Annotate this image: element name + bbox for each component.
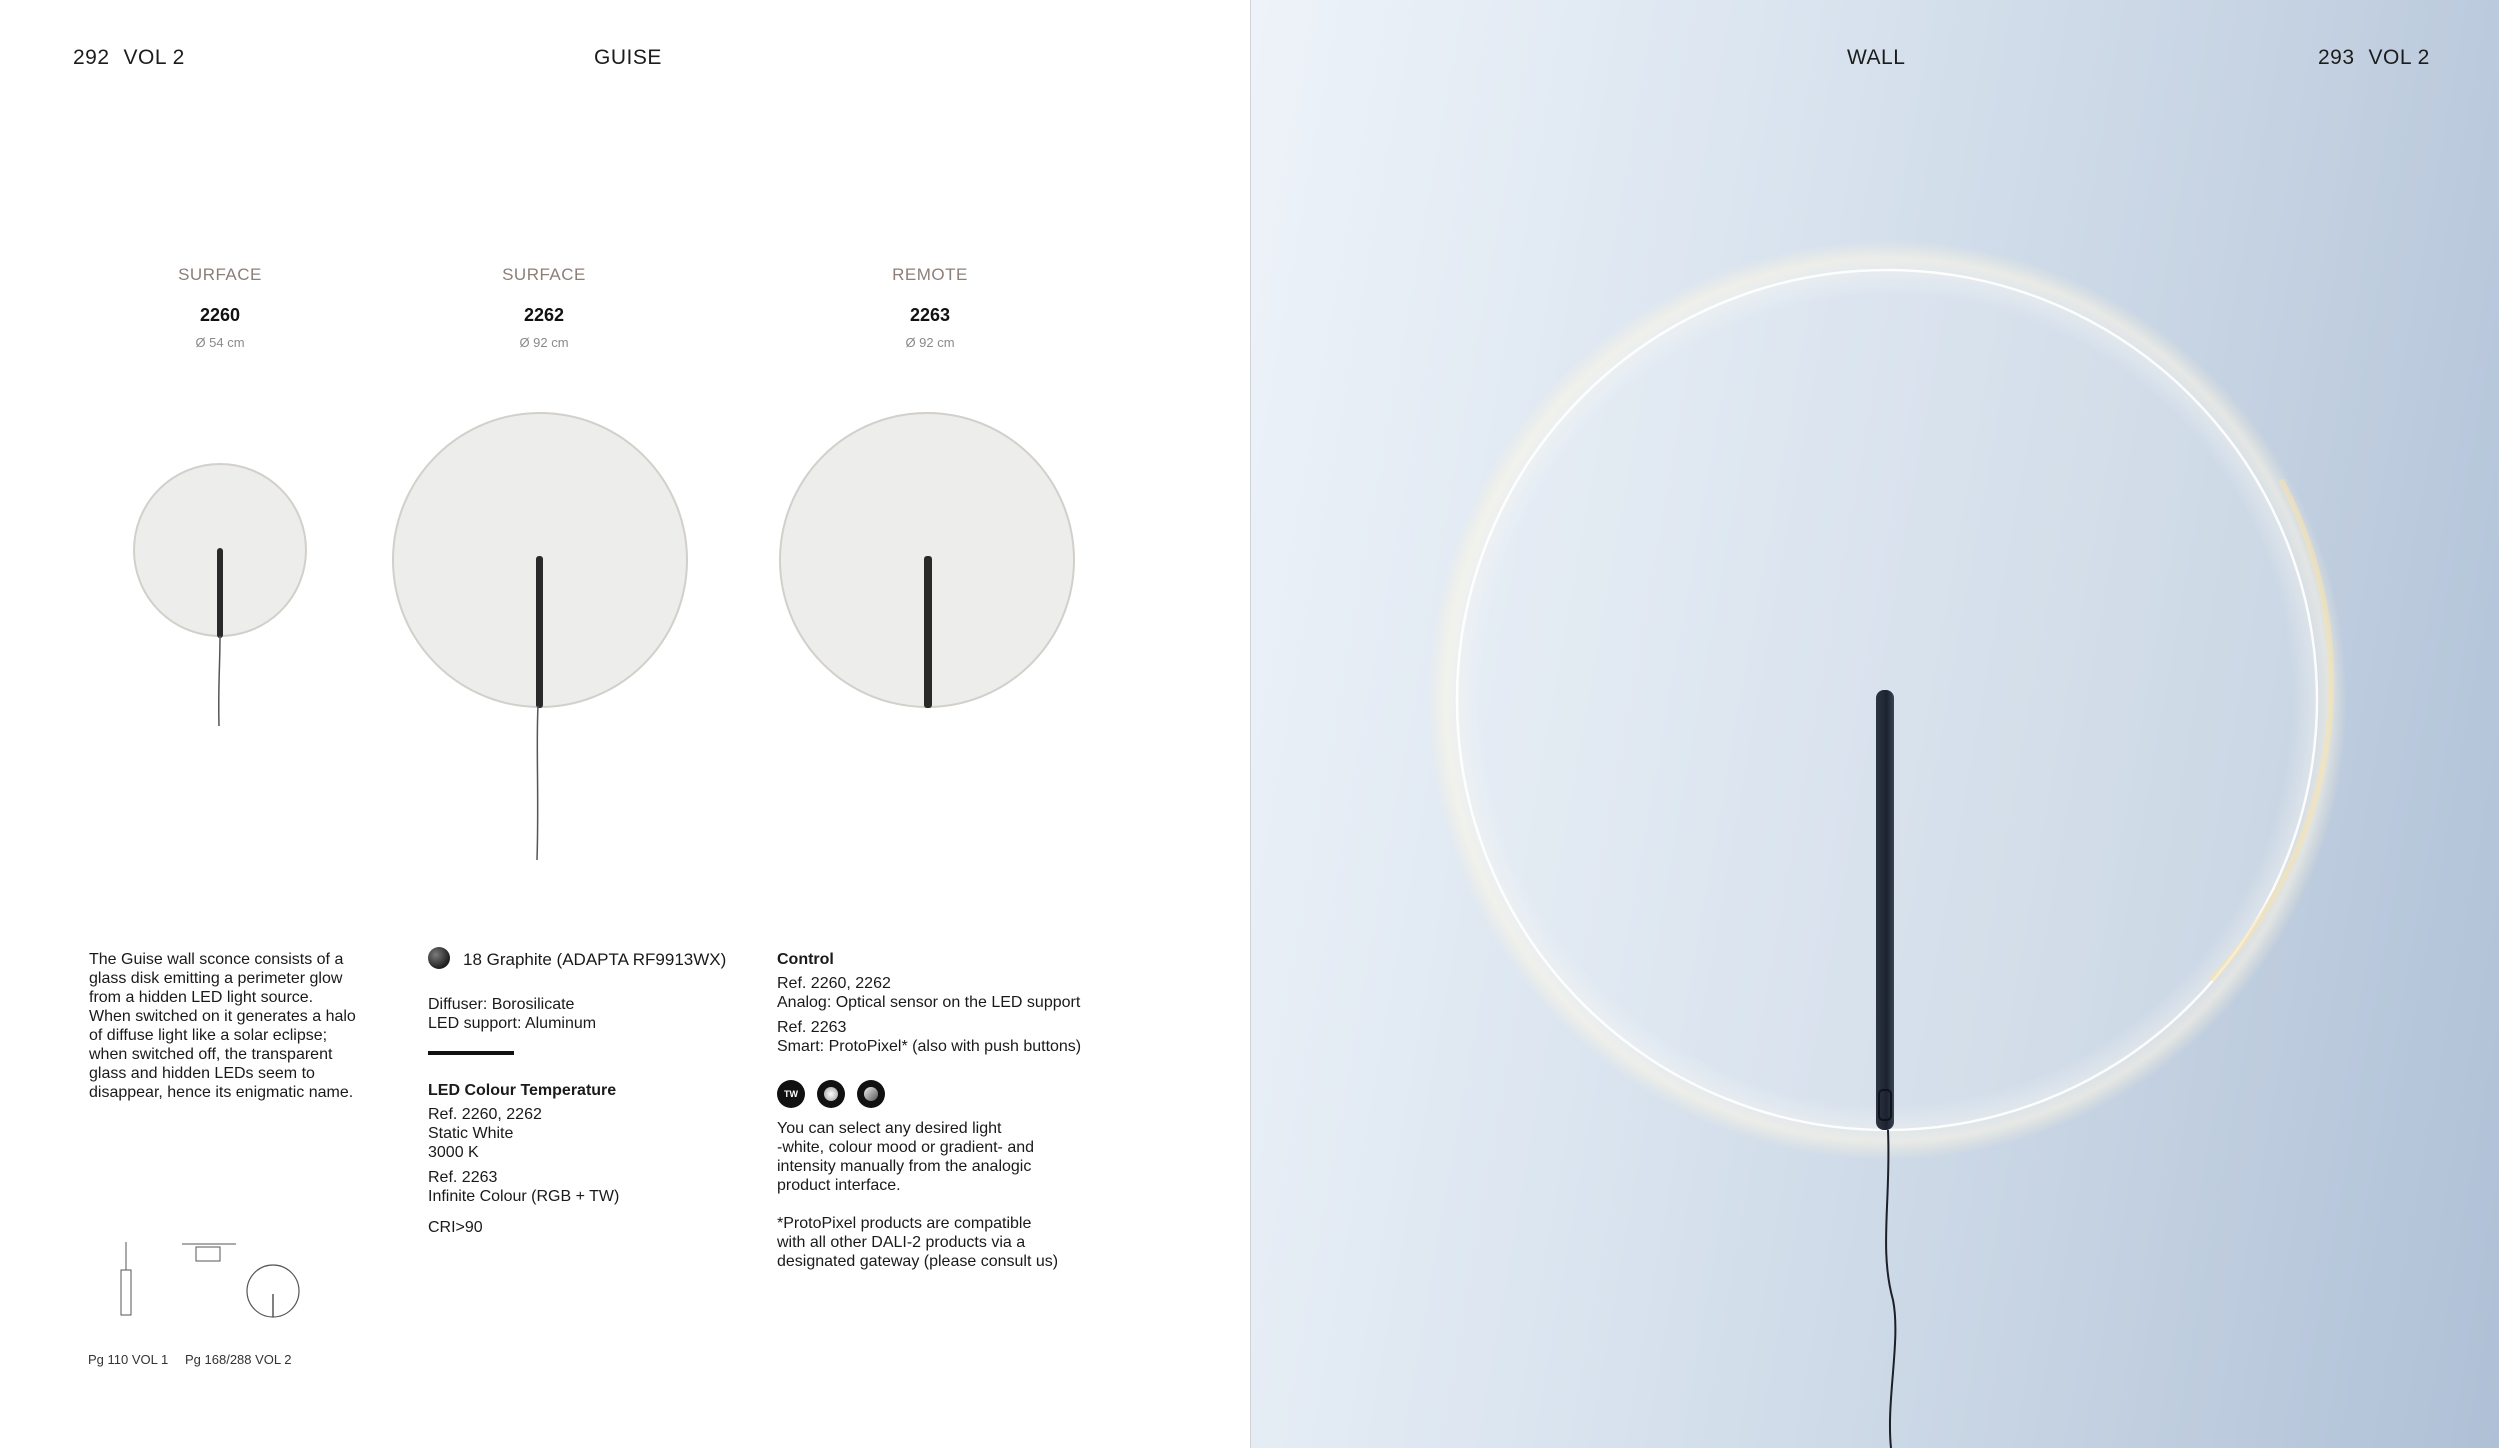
- description-line: When switched on it generates a halo: [89, 1008, 356, 1025]
- led-colour-line: Ref. 2260, 2262: [428, 1106, 542, 1123]
- note-line: designated gateway (please consult us): [777, 1253, 1059, 1270]
- description-line: from a hidden LED light source.: [89, 989, 314, 1006]
- led-colour-line: 3000 K: [428, 1144, 479, 1161]
- page-number: 292: [73, 46, 110, 69]
- led-support-bar: [217, 548, 223, 638]
- colour-mood-icon: [817, 1080, 845, 1108]
- cri-value: CRI>90: [428, 1219, 483, 1236]
- wall-icon: [243, 1262, 303, 1322]
- variant-diameter: Ø 92 cm: [519, 335, 569, 350]
- variant-type: REMOTE: [892, 265, 968, 284]
- led-support-bar: [924, 556, 932, 708]
- led-colour-line: Static White: [428, 1125, 514, 1142]
- control-section: [777, 950, 1137, 1056]
- note-line: intensity manually from the analogic: [777, 1158, 1032, 1175]
- power-cable: [1886, 1130, 1895, 1448]
- page-number: 293: [2318, 46, 2355, 69]
- section-title: GUISE: [594, 46, 662, 69]
- graphite-finish-swatch: [428, 947, 450, 969]
- cross-reference-vol2: Pg 168/288 VOL 2: [185, 1352, 292, 1367]
- description-line: The Guise wall sconce consists of a: [89, 951, 344, 968]
- gradient-icon: [857, 1080, 885, 1108]
- control-line: Ref. 2260, 2262: [777, 975, 891, 992]
- power-cable: [210, 636, 230, 728]
- variant-type: SURFACE: [502, 265, 586, 284]
- finish-label: 18 Graphite (ADAPTA RF9913WX): [463, 950, 727, 969]
- product-description: [89, 950, 389, 1102]
- variant-2263: [830, 265, 1030, 350]
- control-heading: Control: [777, 951, 834, 968]
- pendant-icon: [114, 1240, 138, 1320]
- led-support-material: LED support: Aluminum: [428, 1015, 597, 1032]
- control-note: [777, 1119, 1137, 1271]
- led-colour-line: Ref. 2263: [428, 1169, 498, 1186]
- control-line: Smart: ProtoPixel* (also with push buttons): [777, 1038, 1082, 1055]
- led-colour-section: [428, 1081, 619, 1237]
- note-line: with all other DALI-2 products via a: [777, 1234, 1026, 1251]
- variant-2260: [120, 265, 320, 350]
- volume-label: VOL 2: [123, 46, 185, 69]
- materials: [428, 995, 596, 1033]
- volume-label: VOL 2: [2368, 46, 2430, 69]
- led-colour-line: Infinite Colour (RGB + TW): [428, 1188, 620, 1205]
- control-line: Ref. 2263: [777, 1019, 847, 1036]
- note-line: You can select any desired light: [777, 1120, 1002, 1137]
- variant-diameter: Ø 92 cm: [905, 335, 955, 350]
- note-line: product interface.: [777, 1177, 901, 1194]
- description-line: of diffuse light like a solar eclipse;: [89, 1027, 328, 1044]
- tw-icon: TW: [777, 1080, 805, 1108]
- variant-ref: 2260: [199, 305, 241, 325]
- description-line: when switched off, the transparent: [89, 1046, 333, 1063]
- variant-ref: 2262: [523, 305, 565, 325]
- description-line: glass and hidden LEDs seem to: [89, 1065, 315, 1082]
- led-colour-heading: LED Colour Temperature: [428, 1082, 617, 1099]
- description-line: glass disk emitting a perimeter glow: [89, 970, 343, 987]
- right-page-photo: [1251, 0, 2499, 1448]
- description-line: disappear, hence its enigmatic name.: [89, 1084, 354, 1101]
- left-page-number: [73, 46, 185, 70]
- variant-type: SURFACE: [178, 265, 262, 284]
- led-support-bar: [536, 556, 543, 708]
- variant-diameter: Ø 54 cm: [195, 335, 245, 350]
- category-title: WALL: [1847, 46, 1906, 69]
- variant-ref: 2263: [909, 305, 951, 325]
- variant-2262: [444, 265, 644, 350]
- control-line: Analog: Optical sensor on the LED support: [777, 994, 1081, 1011]
- section-divider: [428, 1051, 514, 1055]
- ceiling-icon: [180, 1240, 240, 1270]
- diffuser-material: Diffuser: Borosilicate: [428, 996, 575, 1013]
- note-line: -white, colour mood or gradient- and: [777, 1139, 1035, 1156]
- note-line: *ProtoPixel products are compatible: [777, 1215, 1032, 1232]
- cross-reference-vol1: Pg 110 VOL 1: [88, 1352, 169, 1367]
- led-support-bar: [1876, 690, 1894, 1130]
- guise-lamp-photo: [1251, 0, 2499, 1448]
- power-cable: [528, 706, 548, 862]
